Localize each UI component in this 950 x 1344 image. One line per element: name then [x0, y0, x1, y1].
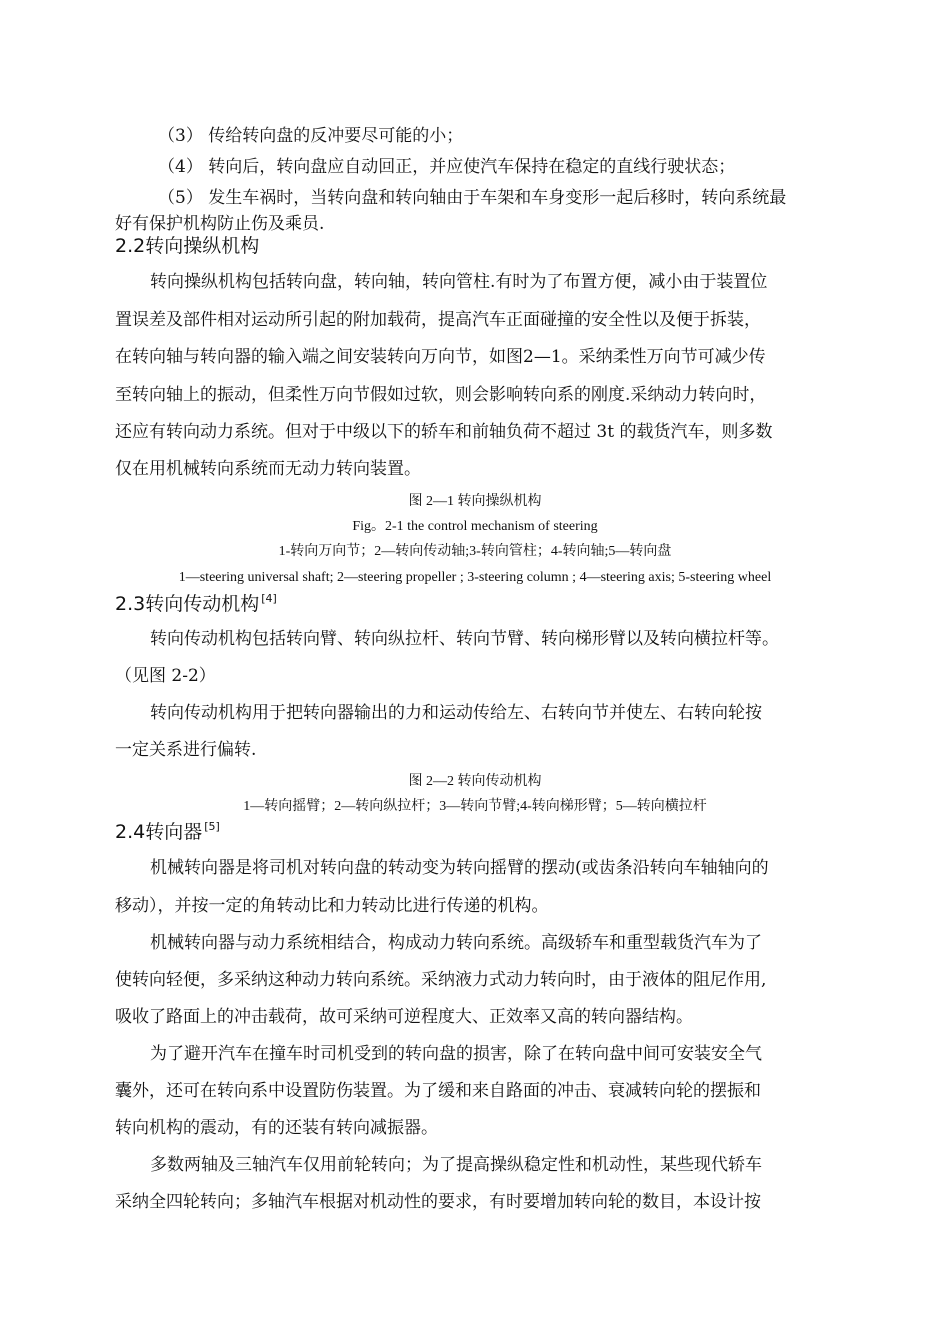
paragraph-line: 使转向轻便，多采纳这种动力转向系统。采纳液力式动力转向时，由于液体的阻尼作用, [115, 970, 767, 990]
section-heading-2-2: 2.2转向操纵机构 [115, 235, 260, 257]
list-item-4: （4） 转向后，转向盘应自动回正，并应使汽车保持在稳定的直线行驶状态； [158, 157, 736, 177]
paragraph-line: 置误差及部件相对运动所引起的附加载荷，提高汽车正面碰撞的安全性以及便于拆装， [115, 310, 761, 330]
paragraph-line: （见图 2-2） [115, 666, 216, 686]
figure-caption: 图 2—2 转向传动机构 [408, 774, 542, 789]
citation-ref: [5] [204, 820, 220, 833]
figure-legend: 1-转向万向节；2—转向传动轴;3-转向管柱；4-转向轴;5—转向盘 [278, 544, 672, 559]
paragraph-line: 转向传动机构用于把转向器输出的力和运动传给左、右转向节并使左、右转向轮按 [150, 703, 762, 723]
paragraph-line: 转向传动机构包括转向臂、转向纵拉杆、转向节臂、转向梯形臂以及转向横拉杆等。 [150, 629, 779, 649]
paragraph-line: 采纳全四轮转向；多轴汽车根据对机动性的要求，有时要增加转向轮的数目，本设计按 [115, 1192, 761, 1212]
paragraph-line: 为了避开汽车在撞车时司机受到的转向盘的损害，除了在转向盘中间可安装安全气 [150, 1044, 762, 1064]
section-heading-2-4 [115, 820, 220, 847]
figure-caption: 图 2—1 转向操纵机构 [408, 494, 542, 509]
figure-caption-english: Fig。2-1 the control mechanism of steering [352, 519, 598, 534]
paragraph-line: 在转向轴与转向器的输入端之间安装转向万向节，如图2—1。采纳柔性万向节可减少传 [115, 347, 766, 367]
paragraph-line: 吸收了路面上的冲击载荷，故可采纳可逆程度大、正效率又高的转向器结构。 [115, 1007, 693, 1027]
figure-legend-english: 1—steering universal shaft; 2—steering propeller ; 3-steering column ; 4—steering axis; 5-steering wheel [178, 570, 772, 585]
section-heading-2-3 [115, 592, 277, 619]
list-item-5-line1: （5） 发生车祸时，当转向盘和转向轴由于车架和车身变形一起后移时，转向系统最 [158, 188, 787, 208]
paragraph-line: 机械转向器是将司机对转向盘的转动变为转向摇臂的摆动(或齿条沿转向车轴轴向的 [150, 858, 769, 878]
paragraph-line: 多数两轴及三轴汽车仅用前轮转向；为了提高操纵稳定性和机动性，某些现代轿车 [150, 1155, 762, 1175]
paragraph-line: 还应有转向动力系统。但对于中级以下的轿车和前轴负荷不超过 3t 的载货汽车，则多数 [115, 422, 773, 442]
paragraph-line: 转向操纵机构包括转向盘，转向轴，转向管柱.有时为了布置方便，减小由于装置位 [150, 272, 768, 292]
list-item-5-line2: 好有保护机构防止伤及乘员. [115, 214, 325, 234]
paragraph-line: 移动），并按一定的角转动比和力转动比进行传递的机构。 [115, 896, 549, 916]
paragraph-line: 仅在用机械转向系统而无动力转向装置。 [115, 459, 421, 479]
figure-legend: 1—转向摇臂；2—转向纵拉杆；3—转向节臂;4-转向梯形臂；5—转向横拉杆 [243, 799, 707, 814]
list-item-3: （3） 传给转向盘的反冲要尽可能的小； [158, 126, 464, 146]
section-heading-text: 2.4转向器 [115, 821, 203, 843]
section-heading-text: 2.3转向传动机构 [115, 593, 260, 615]
citation-ref: [4] [261, 592, 277, 605]
paragraph-line: 至转向轴上的振动，但柔性万向节假如过软，则会影响转向系的刚度.采纳动力转向时， [115, 385, 767, 405]
paragraph-line: 机械转向器与动力系统相结合，构成动力转向系统。高级轿车和重型载货汽车为了 [150, 933, 762, 953]
paragraph-line: 一定关系进行偏转. [115, 740, 257, 760]
paragraph-line: 囊外，还可在转向系中设置防伤装置。为了缓和来自路面的冲击、衰减转向轮的摆振和 [115, 1081, 761, 1101]
paragraph-line: 转向机构的震动，有的还装有转向减振器。 [115, 1118, 438, 1138]
